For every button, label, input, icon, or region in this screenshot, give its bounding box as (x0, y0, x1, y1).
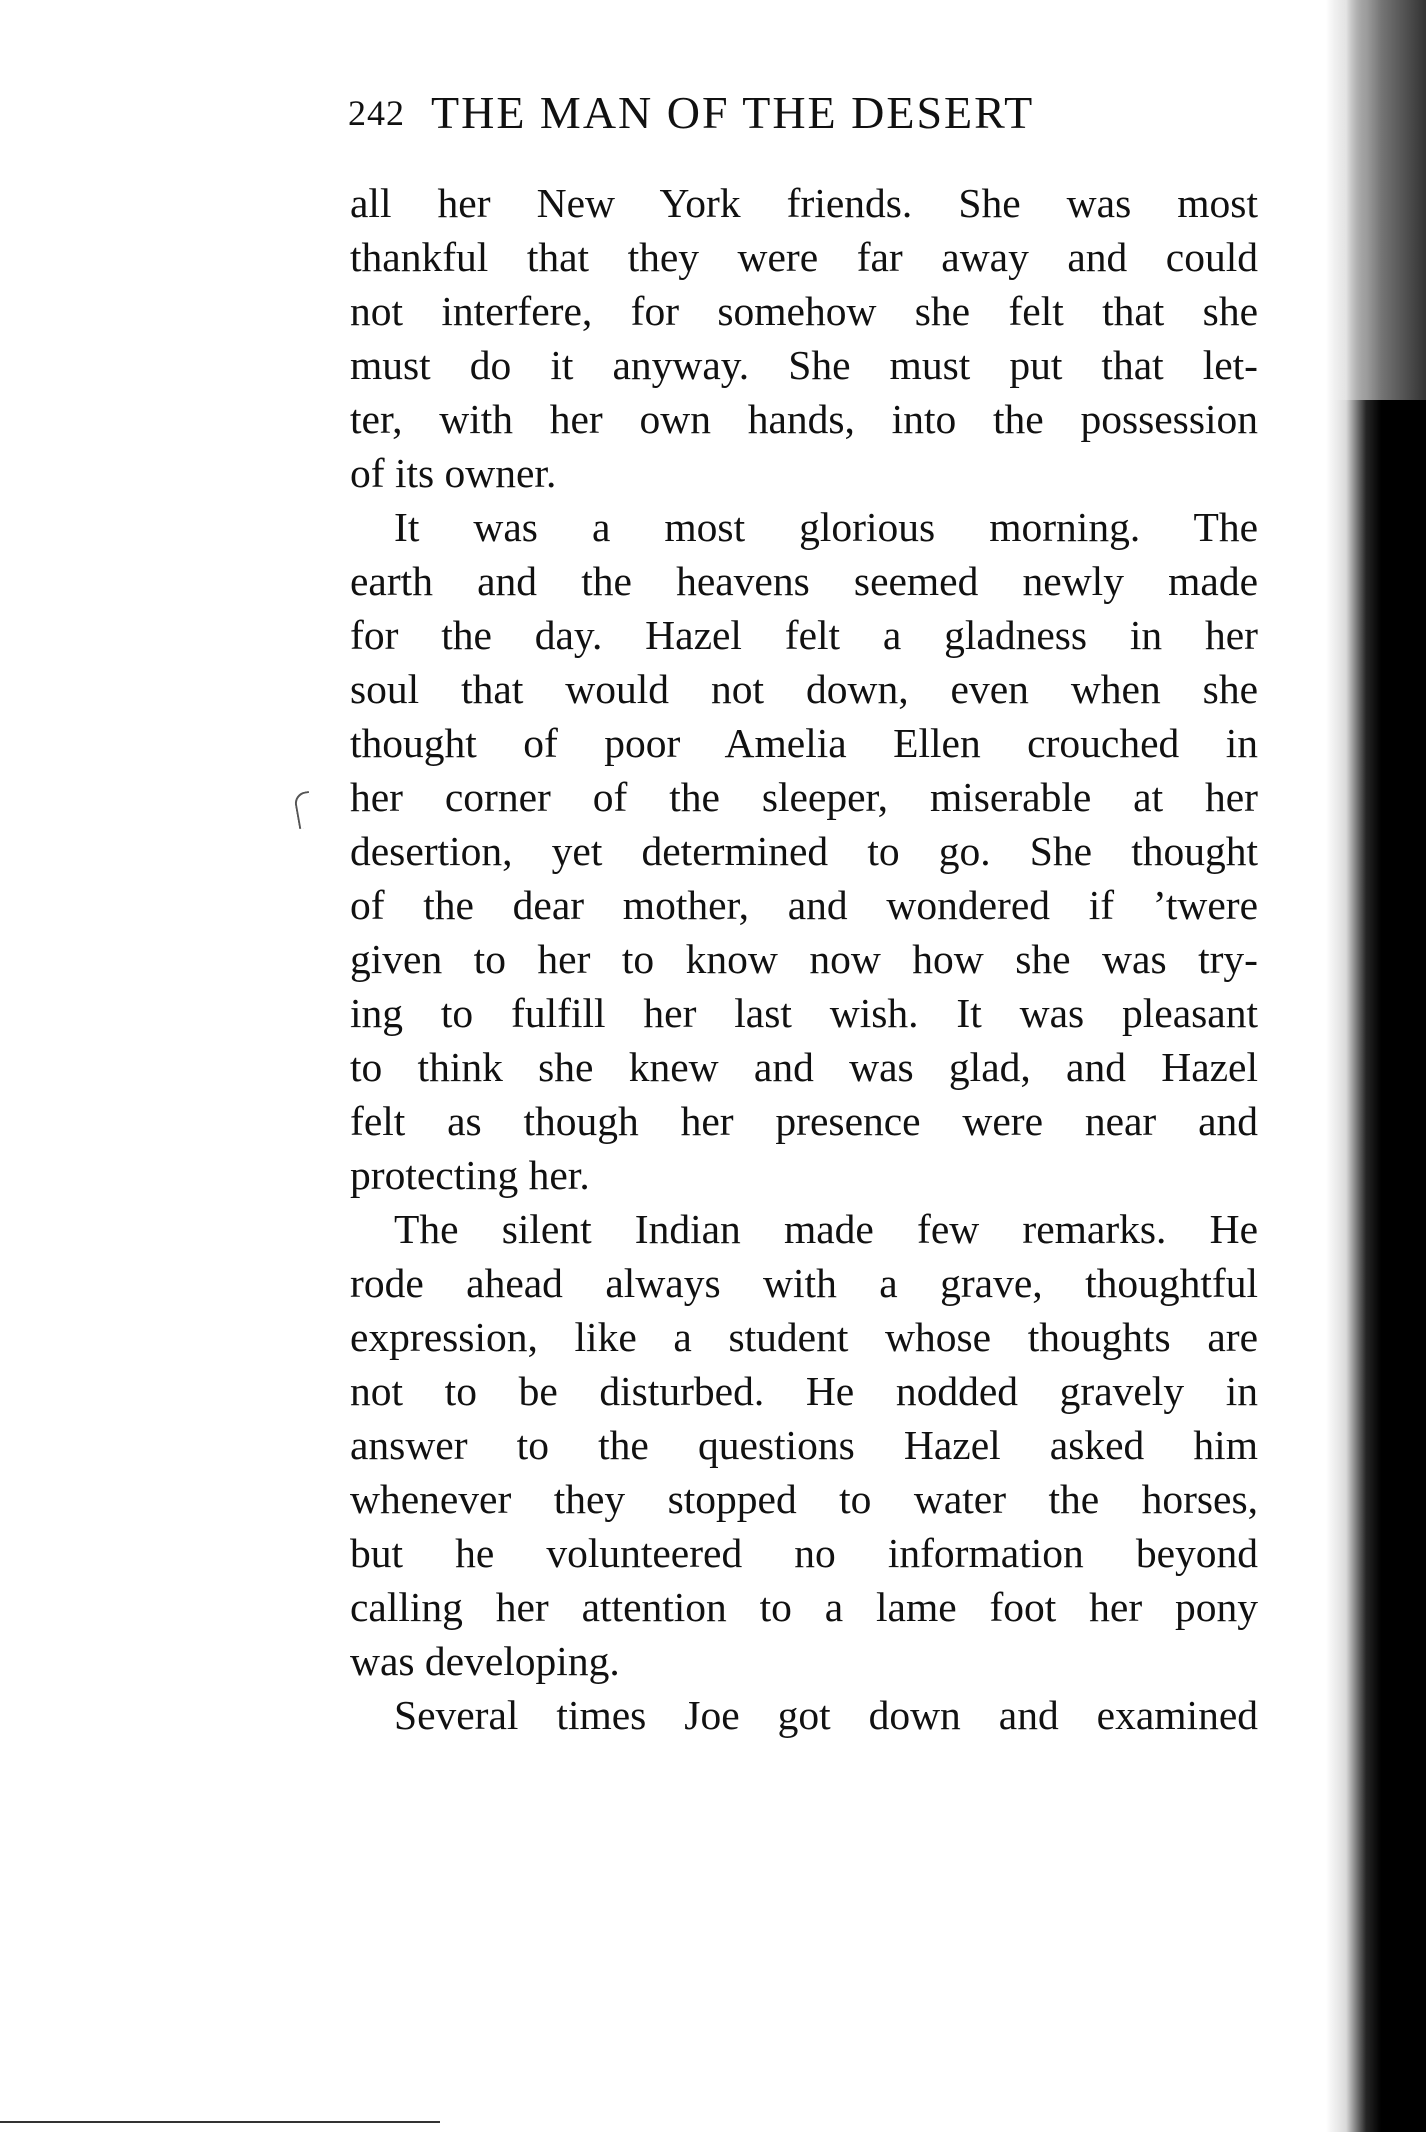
text-line: expression, like a student whose thoughts are (350, 1314, 1258, 1360)
text-line: her corner of the sleeper, miserable at her (350, 774, 1258, 820)
text-line: protecting her. (350, 1152, 590, 1198)
text-line: but he volunteered no information beyond (350, 1530, 1258, 1576)
text-line: given to her to know now how she was try- (350, 936, 1258, 982)
binding-highlight (1326, 0, 1426, 400)
text-line: soul that would not down, even when she (350, 666, 1258, 712)
text-line: The silent Indian made few remarks. He (394, 1206, 1258, 1252)
paragraph-2 (350, 500, 1258, 1202)
text-line: must do it anyway. She must put that let- (350, 342, 1258, 388)
text-line: ing to fulfill her last wish. It was pleasant (350, 990, 1258, 1036)
text-line: desertion, yet determined to go. She thought (350, 828, 1258, 874)
text-line: felt as though her presence were near and (350, 1098, 1258, 1144)
text-line: ter, with her own hands, into the possession (350, 396, 1258, 442)
scan-edge-line (0, 2121, 440, 2123)
text-line: not to be disturbed. He nodded gravely in (350, 1368, 1258, 1414)
text-line: for the day. Hazel felt a gladness in her (350, 612, 1258, 658)
text-line: earth and the heavens seemed newly made (350, 558, 1258, 604)
text-line: rode ahead always with a grave, thoughtful (350, 1260, 1258, 1306)
text-line: thought of poor Amelia Ellen crouched in (350, 720, 1258, 766)
text-line: whenever they stopped to water the horses, (350, 1476, 1258, 1522)
text-line: was developing. (350, 1638, 620, 1684)
text-line: not interfere, for somehow she felt that she (350, 288, 1258, 334)
page-number: 242 (348, 93, 405, 133)
body-text (350, 176, 1258, 1742)
paragraph-1 (350, 176, 1258, 500)
text-line: thankful that they were far away and could (350, 234, 1258, 280)
paragraph-4 (350, 1688, 1258, 1742)
page-header (348, 82, 1258, 144)
text-line: Several times Joe got down and examined (394, 1692, 1258, 1738)
text-line: of its owner. (350, 450, 557, 496)
paragraph-3 (350, 1202, 1258, 1688)
text-line: It was a most glorious morning. The (394, 504, 1258, 550)
pencil-mark (293, 791, 315, 829)
text-line: of the dear mother, and wondered if ’twere (350, 882, 1258, 928)
text-line: all her New York friends. She was most (350, 180, 1258, 226)
text-line: calling her attention to a lame foot her pony (350, 1584, 1258, 1630)
text-line: to think she knew and was glad, and Hazel (350, 1044, 1258, 1090)
running-title: THE MAN OF THE DESERT (431, 87, 1035, 138)
text-line: answer to the questions Hazel asked him (350, 1422, 1258, 1468)
